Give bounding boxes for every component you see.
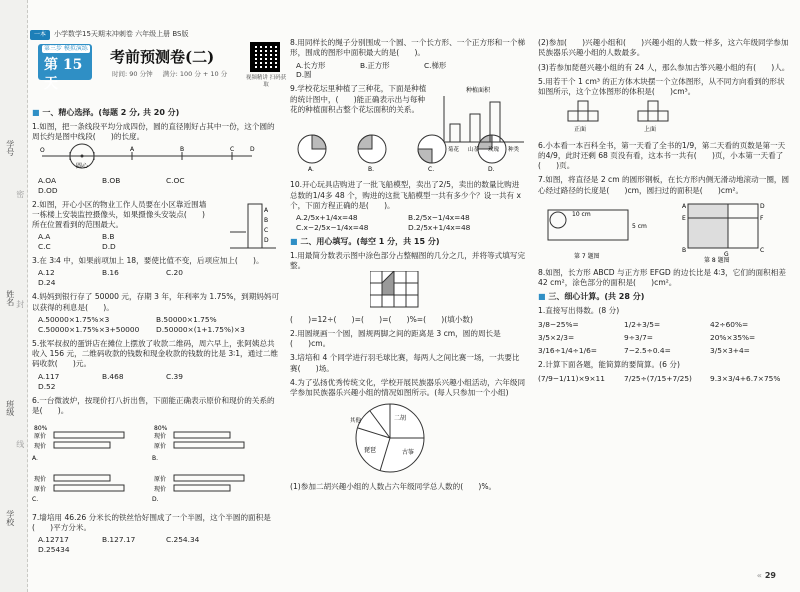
full-score: 满分: 100 分 + 10 分 <box>162 70 228 78</box>
option[interactable]: D.50000×(1+1.75%)×3 <box>156 324 245 334</box>
calc-item[interactable]: 3/5×3+4= <box>710 346 750 356</box>
q9-bar <box>450 124 460 142</box>
option[interactable]: D.D <box>102 242 116 252</box>
option[interactable]: B.OB <box>102 175 121 185</box>
question-6-text: 6.一台微波炉，按现价打八折出售，下面能正确表示原价和现价的关系的是( )。 <box>32 395 275 415</box>
calc-item[interactable]: 3/5×2/3= <box>538 333 575 343</box>
calc-item[interactable]: 3/8−25%= <box>538 320 579 330</box>
q9-option-b[interactable] <box>358 135 386 173</box>
fill-4-pie-chart <box>350 398 470 478</box>
question-2 <box>32 200 282 253</box>
q9-bar <box>470 114 480 142</box>
option[interactable]: B.正方形 <box>360 60 390 70</box>
svg-text:现价: 现价 <box>34 476 47 484</box>
fill-5-views <box>538 97 778 133</box>
fill-1 <box>290 251 526 325</box>
margin-label-class: 班级 <box>5 400 15 416</box>
option[interactable]: B.16 <box>102 268 119 278</box>
svg-text:山茶: 山茶 <box>468 147 480 154</box>
svg-text:A: A <box>264 206 269 214</box>
svg-text:B: B <box>180 146 185 154</box>
question-8 <box>290 38 526 80</box>
column-1 <box>32 104 282 559</box>
q9-option-a[interactable] <box>298 135 326 173</box>
fill-4-q3[interactable]: (3)若参加琵琶兴趣小组的有 24 人，那么参加古筝兴趣小组的有( )人。 <box>538 62 790 72</box>
pie-label: 其他 <box>350 418 362 425</box>
calc-item[interactable]: 7/25÷(7/15+7/25) <box>624 374 692 384</box>
option[interactable]: B.B <box>102 232 115 242</box>
svg-text:菊花: 菊花 <box>448 147 460 154</box>
question-3 <box>32 256 282 288</box>
q10-options <box>296 213 526 233</box>
q9-bar <box>490 102 500 142</box>
fill-8[interactable]: 8.如图，长方形 ABCD 与正方形 EFGD 的边长比是 4∶3，它们的面积相差 42 cm²，涂色部分的面积是( )cm²。 <box>538 267 786 287</box>
q6-figure <box>32 416 272 466</box>
fill-1-equation[interactable]: ( )=12÷( )=( )=( )%=( )(填小数) <box>290 314 473 324</box>
svg-text:种类: 种类 <box>508 147 520 154</box>
exam-meta <box>112 70 227 79</box>
svg-text:C: C <box>264 226 269 234</box>
option[interactable]: B.50000×1.75% <box>156 314 217 324</box>
q2-options <box>38 232 218 252</box>
option[interactable]: A.117 <box>38 371 60 381</box>
question-5-text: 5.张军叔叔的蛋饼店在摊位上摆放了收款二维码，周六早上，张阿姨总共收入 156 元，二维码收款的钱数和现金收款的钱数的比是 3∶1，通过二维码收款( )元。 <box>32 338 278 369</box>
svg-text:D: D <box>264 236 269 244</box>
option[interactable]: C.20 <box>166 268 183 278</box>
view-label: 正面 <box>574 126 587 134</box>
svg-text:B: B <box>264 216 269 224</box>
fill-4-q1[interactable]: (1)参加二胡兴趣小组的人数占六年级同学总人数的( )%。 <box>290 481 497 491</box>
question-8-text: 8.用同样长的绳子分别围成一个圆、一个长方形、一个正方形和一个梯形，围成的图形中面积最大的是( )。 <box>290 38 526 58</box>
time-limit: 时间: 90 分钟 <box>112 70 153 78</box>
week-label: 第三步 模拟演练 <box>44 45 88 52</box>
question-3-text: 3.在 3∶4 中，如果前项加上 18，要使比值不变，后项应加上( )。 <box>32 256 264 266</box>
svg-text:原价: 原价 <box>34 433 47 441</box>
calc-item[interactable]: 9.3×3/4+6.7×75% <box>710 374 781 384</box>
question-9 <box>290 84 526 176</box>
question-10-text: 10.开心玩具店购进了一批飞船模型，卖出了2/5，卖出的数量比购进总数的1/4多 48 个，购进的这批飞船模型一共有多少个？设一共有 x 个，下面方程正确的是( )。 <box>290 180 522 210</box>
calc-item[interactable]: 1/2+3/5= <box>624 320 661 330</box>
margin-label-name: 姓名 <box>5 290 15 306</box>
q7-options <box>38 535 282 555</box>
fill-7-8-figures <box>538 200 788 264</box>
option[interactable]: D.圆 <box>296 70 312 80</box>
pie-label: 二胡 <box>394 415 407 423</box>
svg-text:D.: D. <box>152 496 159 504</box>
fill-4-text: 4.为了弘扬优秀传统文化，学校开展民族器乐兴趣小组活动，六年级同学参加民族器乐兴趣小组的情况如图所示。(每人只参加一个小组) <box>290 377 526 398</box>
option[interactable]: A.50000×1.75%×3 <box>38 314 110 324</box>
option[interactable]: C.C <box>38 242 51 252</box>
question-9-text: 9.学校花坛里种植了三种花，下面是种植的统计图中，( )能正确表示出与每种花的种植面积占整个花坛面积的关系。 <box>290 84 427 114</box>
svg-text:现价: 现价 <box>34 443 47 451</box>
margin-mark-line: 线 <box>15 440 25 448</box>
calc-item[interactable]: 7−2.5÷0.4= <box>624 346 671 356</box>
column-2 <box>290 38 526 496</box>
option[interactable]: B.468 <box>102 371 124 381</box>
day-badge <box>38 44 92 92</box>
question-1 <box>32 122 282 196</box>
svg-text:B.: B. <box>368 166 375 174</box>
q1-center-label: 圆心 <box>76 163 89 171</box>
option[interactable]: A.12717 <box>38 535 69 545</box>
svg-text:原价: 原价 <box>154 443 167 451</box>
svg-text:现价: 现价 <box>154 486 167 494</box>
page-header <box>30 30 287 92</box>
binding-margin <box>0 0 28 592</box>
option[interactable]: A.2/5x+1/4x=48 <box>296 213 358 223</box>
option[interactable]: A.长方形 <box>296 60 326 70</box>
q9-bar-chart <box>436 84 526 154</box>
view-label: 上面 <box>644 126 657 134</box>
svg-text:F: F <box>760 214 764 222</box>
calc-item[interactable]: 9÷3/7= <box>624 333 653 343</box>
pie-label: 琵琶 <box>364 447 377 455</box>
q5-options <box>38 372 282 392</box>
question-6 <box>32 396 282 509</box>
calc-item[interactable]: 42÷60%= <box>710 320 749 330</box>
option[interactable]: A.12 <box>38 268 55 278</box>
qr-caption: 视频精讲 扫码获取 <box>245 75 287 89</box>
q4-options <box>38 315 282 335</box>
calc-item[interactable]: 20%×35%= <box>710 333 756 343</box>
section-3-title: ■ 三、细心计算。(共 28 分) <box>538 292 645 302</box>
section-2-title: ■ 二、用心填写。(每空 1 分，共 15 分) <box>290 237 440 247</box>
svg-text:D: D <box>760 202 765 210</box>
svg-text:B: B <box>682 246 687 254</box>
pie-label: 古筝 <box>402 449 415 457</box>
page-number: « 29 <box>756 571 776 581</box>
fill-3[interactable]: 3.培培和 4 个同学进行羽毛球比赛，每两人之间比赛一场，一共要比赛( )场。 <box>290 353 520 373</box>
option[interactable]: D.52 <box>38 381 56 391</box>
svg-text:80%: 80% <box>154 425 168 433</box>
option[interactable]: D.2/5x+1/4x=48 <box>408 223 471 233</box>
section-1-title: ■ 一、精心选择。(每题 2 分, 共 20 分) <box>32 108 180 117</box>
svg-text:O: O <box>40 147 45 155</box>
brand-line <box>30 30 189 40</box>
margin-label-student-no: 学号 <box>5 140 15 156</box>
svg-text:A.: A. <box>308 166 314 174</box>
page-arrow-icon: « <box>756 571 762 581</box>
option[interactable]: D.24 <box>38 278 56 288</box>
svg-text:E: E <box>682 214 686 222</box>
option[interactable]: C.254.34 <box>166 535 200 545</box>
calc-2-title: 2.计算下面各题，能简算的要简算。(6 分) <box>538 360 680 370</box>
q9-chart-title: 种植面积 <box>466 87 491 95</box>
question-5 <box>32 339 282 392</box>
q1-figure <box>32 142 262 170</box>
option[interactable]: C.梯形 <box>424 60 447 70</box>
question-1-text: 1.如图，把一条线段平均分成四份，圆的直径刚好占其中一份，这个圆的周长约是图中线段( )的长度。 <box>32 121 275 142</box>
option[interactable]: C.x−2/5x−1/4x=48 <box>296 223 369 233</box>
option[interactable]: C.OC <box>166 175 185 185</box>
svg-text:A.: A. <box>32 455 38 463</box>
calc-2-grid <box>538 374 790 384</box>
margin-label-school: 学校 <box>5 510 15 526</box>
fill-1-grid <box>370 271 430 311</box>
q3-options <box>38 268 282 288</box>
svg-text:G: G <box>724 250 729 258</box>
fill-4 <box>290 378 526 492</box>
svg-text:C.: C. <box>428 166 435 174</box>
svg-text:玫瑰: 玫瑰 <box>488 147 500 154</box>
q1-options <box>38 176 282 196</box>
question-4 <box>32 292 282 334</box>
svg-text:原价: 原价 <box>154 476 167 484</box>
calc-1-title: 1.直接写出得数。(8 分) <box>538 305 620 315</box>
option[interactable]: D.25434 <box>38 545 70 555</box>
fill-7[interactable]: 7.如图，将直径是 2 cm 的圆形钢板，在长方形内侧无滑动地滚动一圈，圆心经过路径的长度是( )cm，圆扫过的面积是( )cm²。 <box>538 175 790 195</box>
fill-6[interactable]: 6.小本看一本百科全书，第一天看了全书的1/9，第二天看的页数是第一天的4/9，此时还剩 68 页没有看，这本书一共有( )页，小本第一天看了( )页。 <box>538 140 786 170</box>
question-10 <box>290 180 526 233</box>
q6-figure-cd <box>32 469 272 505</box>
option[interactable]: B.127.17 <box>102 535 136 545</box>
fill-2[interactable]: 2.用圆规画一个圆，圆规两脚之间的距离是 3 cm，圆的周长是( )cm。 <box>290 328 501 349</box>
question-7-text: 7.墙培用 46.26 分米长的铁丝恰好围成了一个半圆，这个半圆的面积是( )平方分米。 <box>32 512 271 532</box>
option[interactable]: C.50000×1.75%×3+50000 <box>38 324 140 334</box>
brand-text: 小学数学15天期末冲刺卷 六年级上册 BS版 <box>54 30 189 39</box>
qr-code-icon[interactable] <box>250 42 280 72</box>
svg-text:5 cm: 5 cm <box>632 222 647 230</box>
svg-text:D: D <box>250 146 255 154</box>
question-2-text: 2.如图，开心小区的物业工作人员要在小区靠近围墙一栋楼上安装监控摄像头，如果摄像头安装点( )所在位置看到的范围最大。 <box>32 199 207 230</box>
option[interactable]: D.OD <box>38 185 58 195</box>
option[interactable]: C.39 <box>166 371 183 381</box>
option[interactable]: A.A <box>38 232 51 242</box>
svg-text:现价: 现价 <box>154 433 167 441</box>
question-4-text: 4.妈妈到银行存了 50000 元，存期 3 年，年利率为 1.75%，到期妈妈可以获得的利息是( )。 <box>32 292 280 312</box>
day-label: 第 15 天 <box>44 57 83 92</box>
option[interactable]: B.2/5x−1/4x=48 <box>408 213 470 223</box>
svg-text:C: C <box>230 146 235 154</box>
svg-text:B.: B. <box>152 455 159 463</box>
page-title: 考前预测卷(二) <box>110 48 215 66</box>
q8-options <box>296 61 526 81</box>
svg-text:A: A <box>682 202 687 210</box>
svg-text:C.: C. <box>32 496 39 504</box>
svg-text:C: C <box>760 246 765 254</box>
fill-1-text: 1.用最简分数表示图中涂色部分占整幅图的几分之几，并将等式填写完整。 <box>290 250 526 271</box>
svg-text:A: A <box>130 146 135 154</box>
margin-mark-fold: 封 <box>15 300 25 308</box>
margin-mark-seal: 密 <box>15 190 25 198</box>
question-7 <box>32 513 282 555</box>
svg-text:D.: D. <box>488 166 495 174</box>
svg-text:第 8 题图: 第 8 题图 <box>704 256 730 264</box>
fill-4-q2[interactable]: (2)参加( )兴趣小组和( )兴趣小组的人数一样多，这六年级同学参加民族器乐兴趣小组的人数最多。 <box>538 38 789 58</box>
q2-figure <box>228 202 278 252</box>
svg-text:第 7 题图: 第 7 题图 <box>574 252 600 260</box>
fill-5-text: 5.用若干个 1 cm³ 的正方体木块摆一个立体图形，从不同方向看到的形状如图所示，这个立体图形的体积是( )cm³。 <box>538 76 785 96</box>
calc-item[interactable]: 3/16÷1/4÷1/6= <box>538 346 597 356</box>
brand-logo: 一本 <box>30 30 50 40</box>
calc-1-grid <box>538 320 790 356</box>
fill-5 <box>538 77 790 137</box>
option[interactable]: A.OA <box>38 175 57 185</box>
column-3 <box>538 38 790 384</box>
calc-item[interactable]: (7/9−1/11)×9×11 <box>538 374 605 384</box>
svg-text:10 cm: 10 cm <box>572 210 591 218</box>
svg-text:80%: 80% <box>34 425 48 433</box>
svg-text:原价: 原价 <box>34 486 47 494</box>
